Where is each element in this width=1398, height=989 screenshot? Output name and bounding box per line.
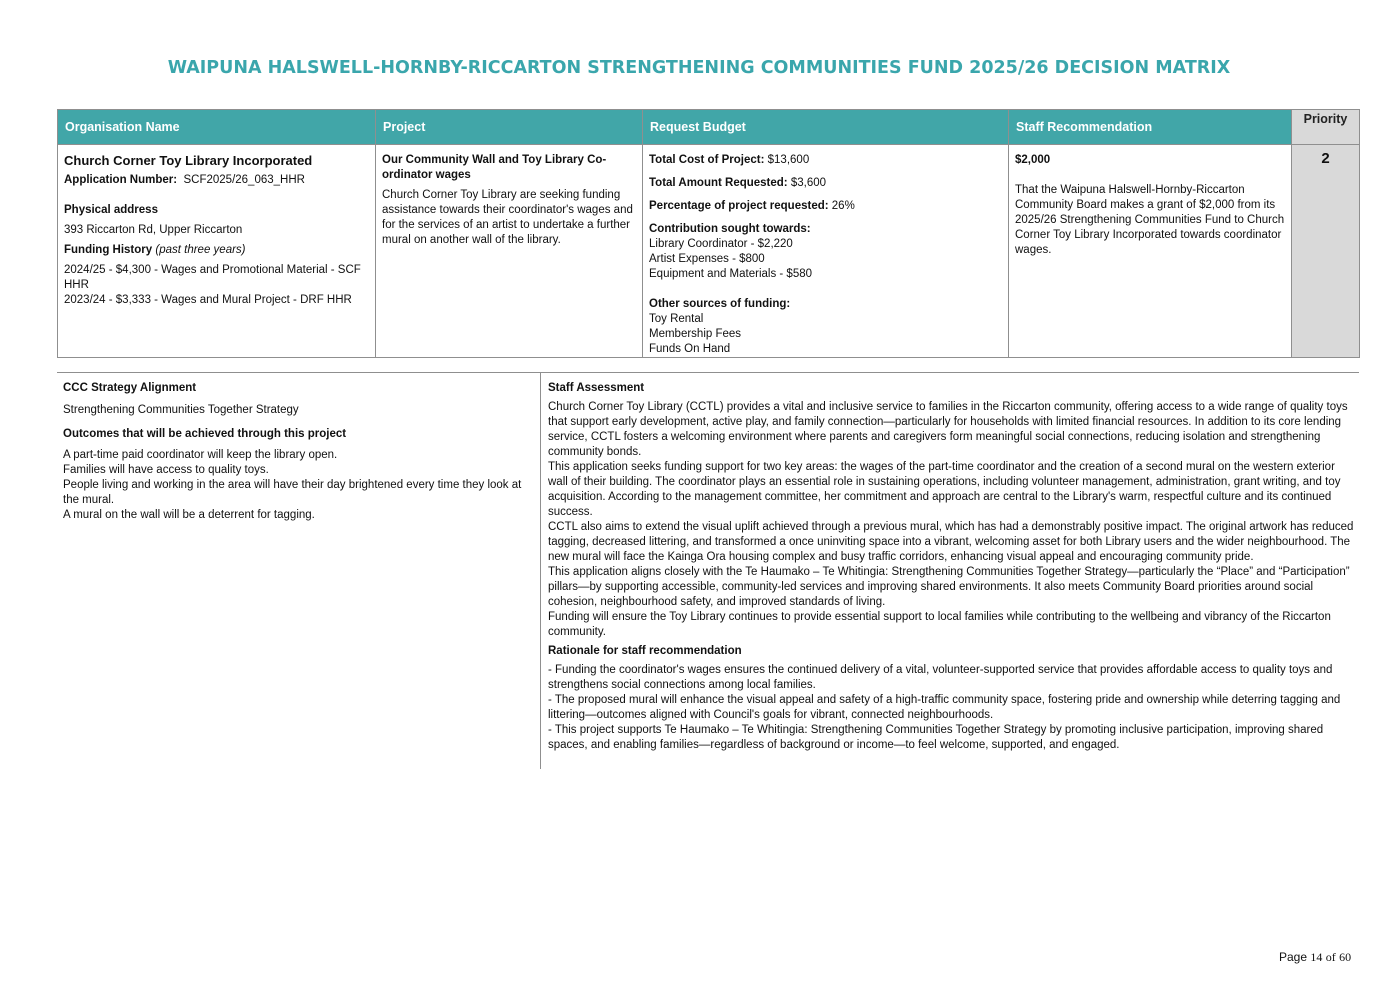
funding-history-label: Funding History [64,244,153,256]
outcome-item: A mural on the wall will be a deterrent for tagging. [63,509,315,521]
percentage-label: Percentage of project requested: [649,200,829,212]
application-number-label: Application Number: [64,174,178,186]
outcome-item: People living and working in the area will have their day brightened every time they look at the mural. [63,479,522,506]
page-of: of [1325,950,1336,964]
total-requested [649,176,1002,191]
strategy-alignment-value: Strengthening Communities Together Strategy [63,404,299,416]
staff-assessment-label: Staff Assessment [548,382,645,394]
header-organisation-name: Organisation Name [58,110,376,145]
contribution-label: Contribution sought towards: [649,223,811,235]
total-cost-value: $13,600 [767,154,810,166]
funding-history-item: 2023/24 - $3,333 - Wages and Mural Project - DRF HHR [64,294,352,306]
header-staff-recommendation: Staff Recommendation [1009,110,1292,145]
budget-cell [643,145,1009,358]
assessment-section [57,372,1359,769]
table-row [58,145,1360,358]
total-requested-label: Total Amount Requested: [649,177,788,189]
contribution-item: Equipment and Materials - $580 [649,268,813,280]
page-current: 14 [1310,950,1323,964]
page-number [1279,950,1351,965]
assessment-paragraph: This application seeks funding support for two key areas: the wages of the part-time coordinator and the creation of a second mural on the western exterior wall of their building. The coordinator plays an essential role in sustaining operations, including volunteer management, administration, grant writing, and toy acquisition. According to the management committee, her commitment and approach are central to the Library's warm, respectful culture and its continued success. [548,461,1341,518]
physical-address-label: Physical address [64,204,158,216]
physical-address: 393 Riccarton Rd, Upper Riccarton [64,224,243,236]
total-cost-label: Total Cost of Project: [649,154,765,166]
funding-history-item: 2024/25 - $4,300 - Wages and Promotional Material - SCF HHR [64,264,361,291]
page-label: Page [1279,950,1308,964]
organisation-cell [58,145,376,358]
project-cell [376,145,643,358]
assessment-paragraph: Church Corner Toy Library (CCTL) provides a vital and inclusive service to families in the Riccarton community, offering access to a wide range of quality toys that support early development, active play, and family connection—particularly for households with limited financial resources. In addition to its core lending service, CCTL fosters a welcoming environment where parents and caregivers form meaningful social connections, reducing isolation and strengthening community bonds. [548,401,1348,458]
application-number-value: SCF2025/26_063_HHR [183,174,305,186]
assessment-paragraph: CCTL also aims to extend the visual uplift achieved through a previous mural, which has had a demonstrably positive impact. The original artwork has reduced tagging, decreased littering, and transformed a once uninviting space into a vibrant, welcoming asset for both Library users and the wider neighbourhood. The new mural will face the Kainga Ora housing complex and busy traffic corridors, enhancing visual appeal and encouraging community pride. [548,521,1354,563]
header-project: Project [376,110,643,145]
outcomes-label: Outcomes that will be achieved through this project [63,428,347,440]
contribution-item: Library Coordinator - $2,220 [649,238,793,250]
contribution-item: Artist Expenses - $800 [649,253,765,265]
assessment-paragraph: This application aligns closely with the Te Haumako – Te Whitingia: Strengthening Communities Together Strategy—particularly the “Place” and “Participation” pillars—by supporting accessible, community-led services and improving shared environments. It also meets Community Board priorities around social cohesion, neighbourhood safety, and improved standards of living. [548,566,1350,608]
recommendation-text: That the Waipuna Halswell-Hornby-Riccarton Community Board makes a grant of $2,000 from its 2025/26 Strengthening Communities Fund to Church Corner Toy Library Incorporated towards coordinator wages. [1015,184,1285,256]
other-source-item: Membership Fees [649,328,742,340]
staff-assessment-column [542,373,1359,753]
table-header-row [58,110,1360,145]
outcome-item: Families will have access to quality toys. [63,464,269,476]
percentage-value: 26% [831,200,855,212]
page-total: 60 [1339,950,1352,964]
organisation-name: Church Corner Toy Library Incorporated [64,153,313,168]
other-source-item: Toy Rental [649,313,704,325]
rationale-item: - The proposed mural will enhance the visual appeal and safety of a high-traffic community space, fostering pride and ownership while deterring tagging and littering—outcomes aligned with Council's goals for vibrant, connected neighbourhoods. [548,694,1341,721]
project-description: Church Corner Toy Library are seeking funding assistance towards their coordinator's wages and for the services of an artist to undertake a further mural on another wall of the library. [382,189,633,246]
total-requested-value: $3,600 [790,177,827,189]
other-source-item: Funds On Hand [649,343,731,355]
header-priority: Priority [1292,110,1360,145]
page-title: WAIPUNA HALSWELL-HORNBY-RICCARTON STRENGTHENING COMMUNITIES FUND 2025/26 DECISION MATRIX [167,58,1231,78]
strategy-alignment-label: CCC Strategy Alignment [63,382,197,394]
funding-history-note: (past three years) [155,244,246,256]
assessment-paragraph: Funding will ensure the Toy Library continues to provide essential support to local families while contributing to the wellbeing and vibrancy of the Riccarton community. [548,611,1331,638]
header-request-budget: Request Budget [643,110,1009,145]
rationale-item: - This project supports Te Haumako – Te Whitingia: Strengthening Communities Together Strategy by promoting inclusive participation, improving shared spaces, and enabling families—regardless of background or income—to feel welcome, supported, and engaged. [548,724,1324,751]
other-sources-label: Other sources of funding: [649,298,791,310]
recommended-amount: $2,000 [1015,154,1051,166]
application-number [64,173,369,188]
outcome-item: A part-time paid coordinator will keep the library open. [63,449,338,461]
funding-history-heading [64,243,369,258]
total-cost [649,153,1002,168]
percentage-requested [649,199,1002,214]
project-name: Our Community Wall and Toy Library Co-ordinator wages [382,154,607,181]
rationale-item: - Funding the coordinator's wages ensures the continued delivery of a vital, volunteer-supported service that provides affordable access to quality toys and strengthens social connections among local families. [548,664,1333,691]
staff-recommendation-cell [1009,145,1292,358]
priority-value: 2 [1292,145,1360,358]
strategy-column [57,373,541,769]
rationale-label: Rationale for staff recommendation [548,645,742,657]
decision-matrix-table [57,109,1360,358]
